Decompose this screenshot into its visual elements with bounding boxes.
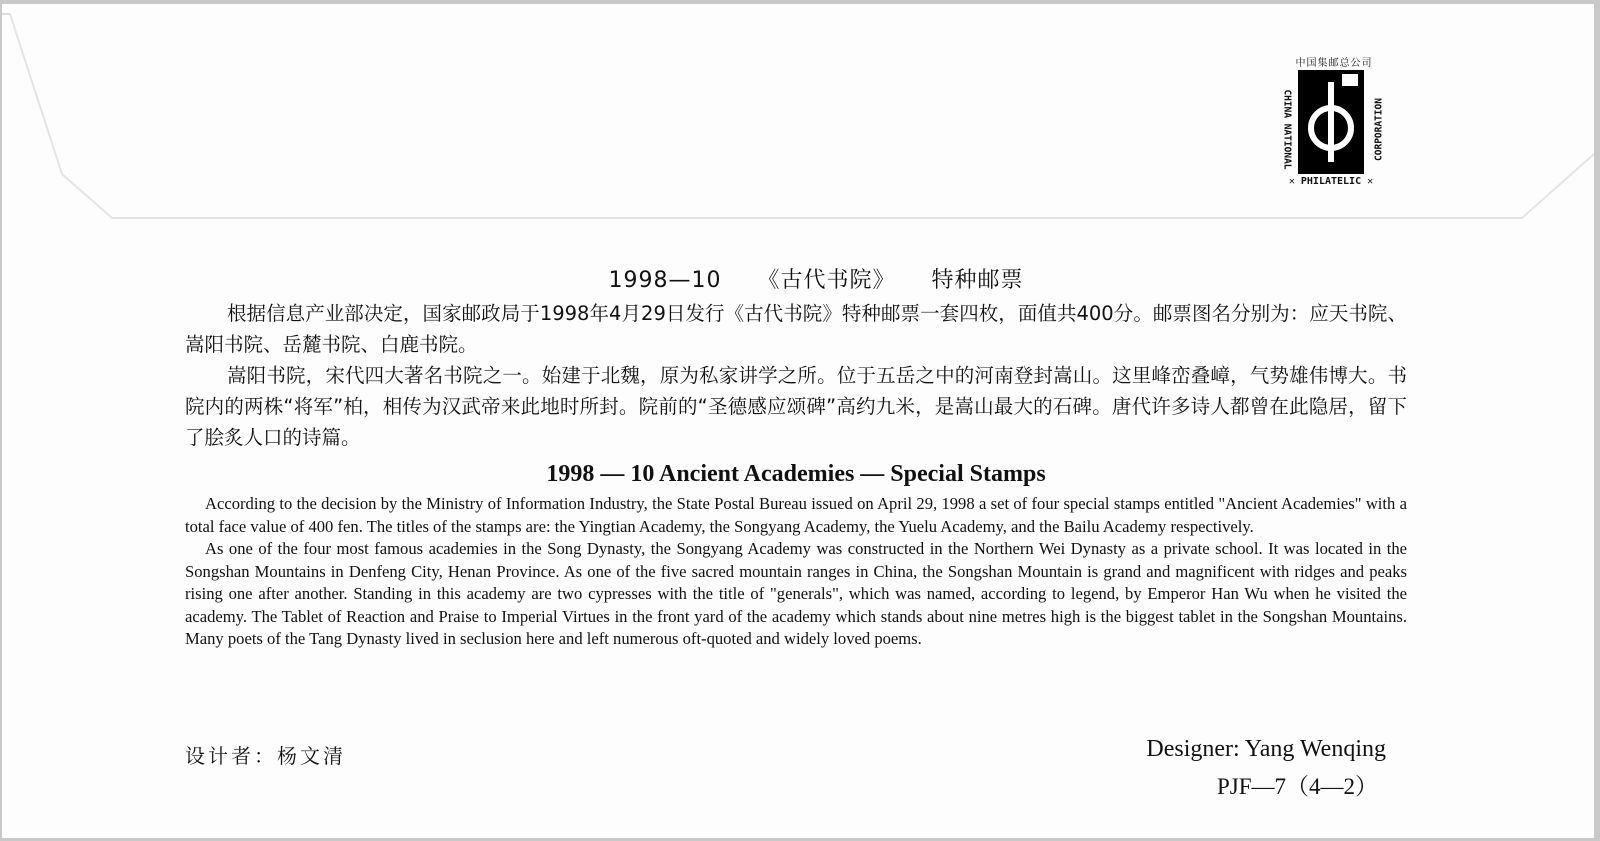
cn-title bbox=[225, 264, 1407, 298]
stamp-logo-icon bbox=[1298, 70, 1364, 174]
cn-paragraph-1: 根据信息产业部决定，国家邮政局于1998年4月29日发行《古代书院》特种邮票一套四枚，面值共400分。邮票图名分别为：应天书院、嵩阳书院、岳麓书院、白鹿书院。 bbox=[185, 302, 1407, 356]
logo-left-text: CHINA NATIONAL bbox=[1281, 89, 1293, 170]
logo-cn-name: 中国集邮总公司 bbox=[1295, 58, 1373, 69]
description-block bbox=[185, 264, 1407, 651]
cover-code: PJF—7（4—2） bbox=[1216, 774, 1378, 799]
designer-cn: 设计者：杨文清 bbox=[185, 744, 346, 768]
cn-paragraph-2: 嵩阳书院，宋代四大著名书院之一。始建于北魏，原为私家讲学之所。位于五岳之中的河南登封嵩山。这里峰峦叠嶂，气势雄伟博大。书院内的两株“将军”柏，相传为汉武帝来此地时所封。院前的“圣德感应颂碑”高约九米，是嵩山最大的石碑。唐代许多诗人都曾在此隐居，留下了脍炙人口的诗篇。 bbox=[185, 364, 1407, 449]
logo-bottom-label: PHILATELIC bbox=[1300, 176, 1362, 187]
philatelic-logo bbox=[1278, 50, 1388, 190]
cn-title-code: 1998—10 bbox=[608, 268, 722, 293]
en-paragraph-2: As one of the four most famous academies in the Song Dynasty, the Songyang Academy was constructed in the Northern Wei Dynasty as a private school. It was located in the Songshan Mountains in Denfeng City, Henan Province. As one of the five sacred mountain ranges in China, the Songshan Mountain is grand and magnificent with ridges and peaks rising one after another. Standing in this academy are two cypresses with the title of "generals", which was named, according to legend, by Emperor Han Wu when he visited the academy. The Tablet of Reaction and Praise to Imperial Virtues in the front yard of the academy which stands about nine metres high is the biggest tablet in the Songshan Mountains. Many poets of the Tang Dynasty lived in seclusion here and left numerous oft-quoted and widely loved poems. bbox=[185, 539, 1407, 648]
cn-title-name: 《古代书院》 bbox=[757, 268, 896, 293]
logo-bottom-text: ✕ PHILATELIC ✕ bbox=[1288, 176, 1374, 187]
logo-right-text: CORPORATION bbox=[1373, 98, 1385, 161]
designer-en: Designer: Yang Wenqing bbox=[1146, 736, 1386, 762]
cn-title-type: 特种邮票 bbox=[931, 268, 1024, 293]
en-paragraph-1: According to the decision by the Ministry of Information Industry, the State Postal Bureau issued on April 29, 1998 a set of four special stamps entitled "Ancient Academies" with a total face value of 400 fen. The titles of the stamps are: the Yingtian Academy, the Songyang Academy, the Yuelu Academy, and the Bailu Academy respectively. bbox=[185, 494, 1407, 536]
en-title: 1998 — 10 Ancient Academies — Special Stamps bbox=[546, 461, 1046, 487]
